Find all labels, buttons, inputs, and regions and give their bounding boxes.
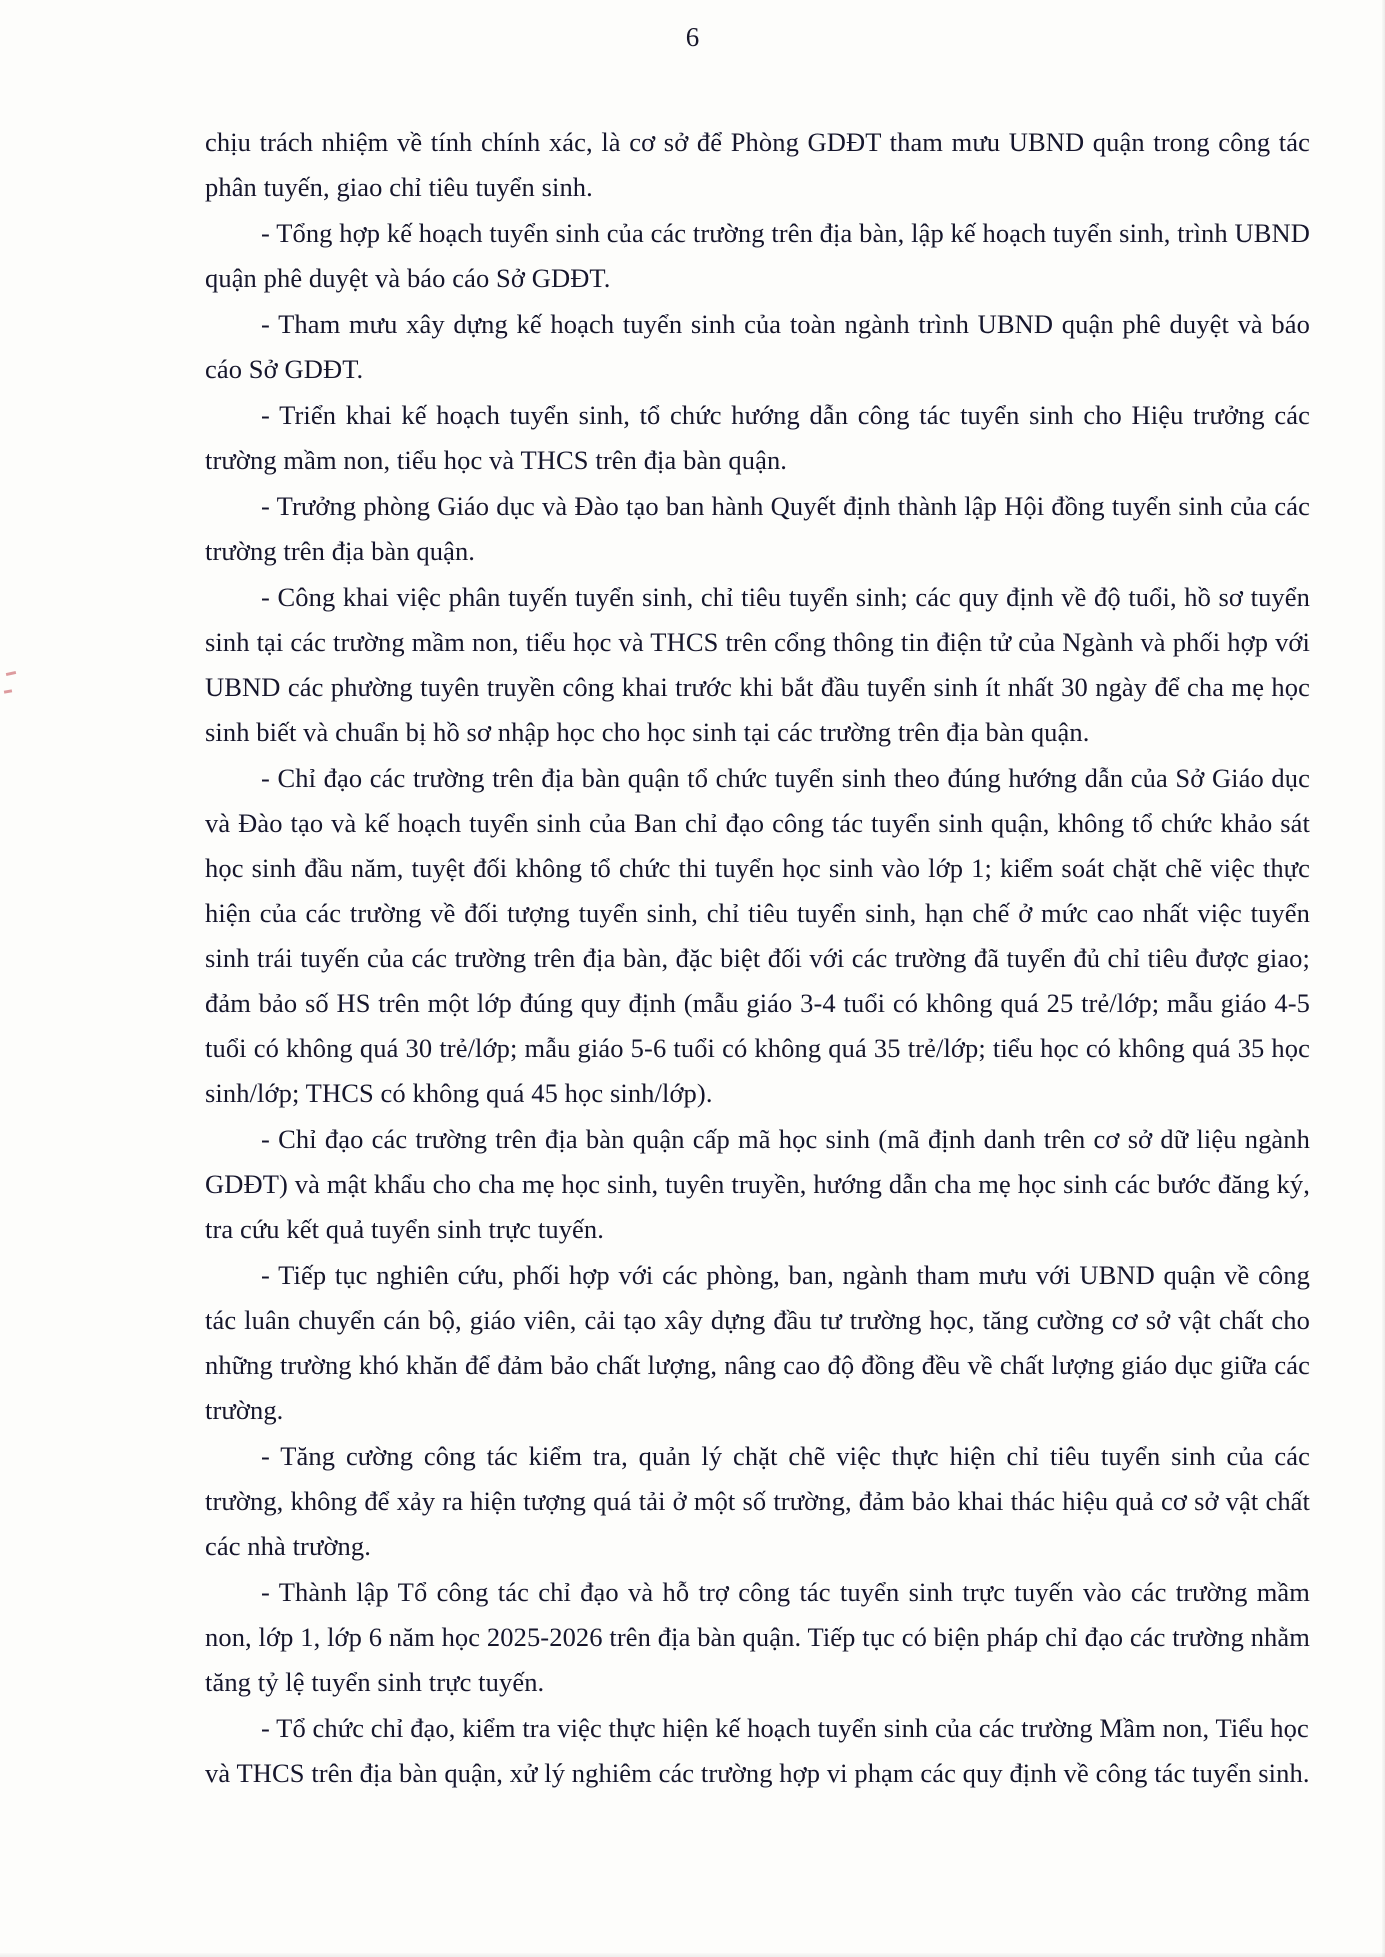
paragraph-7: - Chỉ đạo các trường trên địa bàn quận tổ chức tuyển sinh theo đúng hướng dẫn của Sở Giáo dục và Đào tạo và kế hoạch tuyển sinh của Ban chỉ đạo công tác tuyển sinh quận, không tổ chức khảo sát học sinh đầu năm, tuyệt đối không tổ chức thi tuyển học sinh vào lớp 1; kiểm soát chặt chẽ việc thực hiện của các trường về đối tượng tuyển sinh, chỉ tiêu tuyển sinh, hạn chế ở mức cao nhất việc tuyển sinh trái tuyến của các trường trên địa bàn, đặc biệt đối với các trường đã tuyển đủ chỉ tiêu được giao; đảm bảo số HS trên một lớp đúng quy định (mẫu giáo 3-4 tuổi có không quá 25 trẻ/lớp; mẫu giáo 4-5 tuổi có không quá 30 trẻ/lớp; mẫu giáo 5-6 tuổi có không quá 35 trẻ/lớp; tiểu học có không quá 35 học sinh/lớp; THCS có không quá 45 học sinh/lớp). bbox=[205, 763, 1310, 1108]
scan-artifact-mark bbox=[4, 689, 12, 693]
paragraph-1: chịu trách nhiệm về tính chính xác, là cơ sở để Phòng GDĐT tham mưu UBND quận trong công tác phân tuyến, giao chỉ tiêu tuyển sinh. bbox=[205, 127, 1310, 202]
paragraph-9: - Tiếp tục nghiên cứu, phối hợp với các phòng, ban, ngành tham mưu với UBND quận về công tác luân chuyển cán bộ, giáo viên, cải tạo xây dựng đầu tư trường học, tăng cường cơ sở vật chất cho những trường khó khăn để đảm bảo chất lượng, nâng cao độ đồng đều về chất lượng giáo dục giữa các trường. bbox=[205, 1260, 1310, 1425]
paragraph-11: - Thành lập Tổ công tác chỉ đạo và hỗ trợ công tác tuyển sinh trực tuyến vào các trường mầm non, lớp 1, lớp 6 năm học 2025-2026 trên địa bàn quận. Tiếp tục có biện pháp chỉ đạo các trường nhằm tăng tỷ lệ tuyển sinh trực tuyến. bbox=[205, 1577, 1310, 1697]
page-number: 6 bbox=[685, 22, 700, 52]
document-body bbox=[205, 120, 1310, 1797]
paragraph-6: - Công khai việc phân tuyến tuyển sinh, chỉ tiêu tuyển sinh; các quy định về độ tuổi, hồ sơ tuyển sinh tại các trường mầm non, tiểu học và THCS trên cổng thông tin điện tử của Ngành và phối hợp với UBND các phường tuyên truyền công khai trước khi bắt đầu tuyển sinh ít nhất 30 ngày để cha mẹ học sinh biết và chuẩn bị hồ sơ nhập học cho học sinh tại các trường trên địa bàn quận. bbox=[205, 582, 1310, 747]
paragraph-12: - Tổ chức chỉ đạo, kiểm tra việc thực hiện kế hoạch tuyển sinh của các trường Mầm non, Tiểu học và THCS trên địa bàn quận, xử lý nghiêm các trường hợp vi phạm các quy định về công tác tuyển sinh. bbox=[205, 1713, 1310, 1788]
paragraph-3: - Tham mưu xây dựng kế hoạch tuyển sinh của toàn ngành trình UBND quận phê duyệt và báo cáo Sở GDĐT. bbox=[205, 309, 1310, 384]
paragraph-8: - Chỉ đạo các trường trên địa bàn quận cấp mã học sinh (mã định danh trên cơ sở dữ liệu ngành GDĐT) và mật khẩu cho cha mẹ học sinh, tuyên truyền, hướng dẫn cha mẹ học sinh các bước đăng ký, tra cứu kết quả tuyển sinh trực tuyến. bbox=[205, 1124, 1310, 1244]
paragraph-2: - Tổng hợp kế hoạch tuyển sinh của các trường trên địa bàn, lập kế hoạch tuyển sinh, trình UBND quận phê duyệt và báo cáo Sở GDĐT. bbox=[205, 218, 1310, 293]
paragraph-4: - Triển khai kế hoạch tuyển sinh, tổ chức hướng dẫn công tác tuyển sinh cho Hiệu trưởng các trường mầm non, tiểu học và THCS trên địa bàn quận. bbox=[205, 400, 1310, 475]
scan-artifact-mark bbox=[6, 671, 16, 676]
paragraph-10: - Tăng cường công tác kiểm tra, quản lý chặt chẽ việc thực hiện chỉ tiêu tuyển sinh của các trường, không để xảy ra hiện tượng quá tải ở một số trường, đảm bảo khai thác hiệu quả cơ sở vật chất các nhà trường. bbox=[205, 1441, 1310, 1561]
paragraph-5: - Trưởng phòng Giáo dục và Đào tạo ban hành Quyết định thành lập Hội đồng tuyển sinh của các trường trên địa bàn quận. bbox=[205, 491, 1310, 566]
page-bottom-shadow bbox=[0, 1953, 1385, 1957]
